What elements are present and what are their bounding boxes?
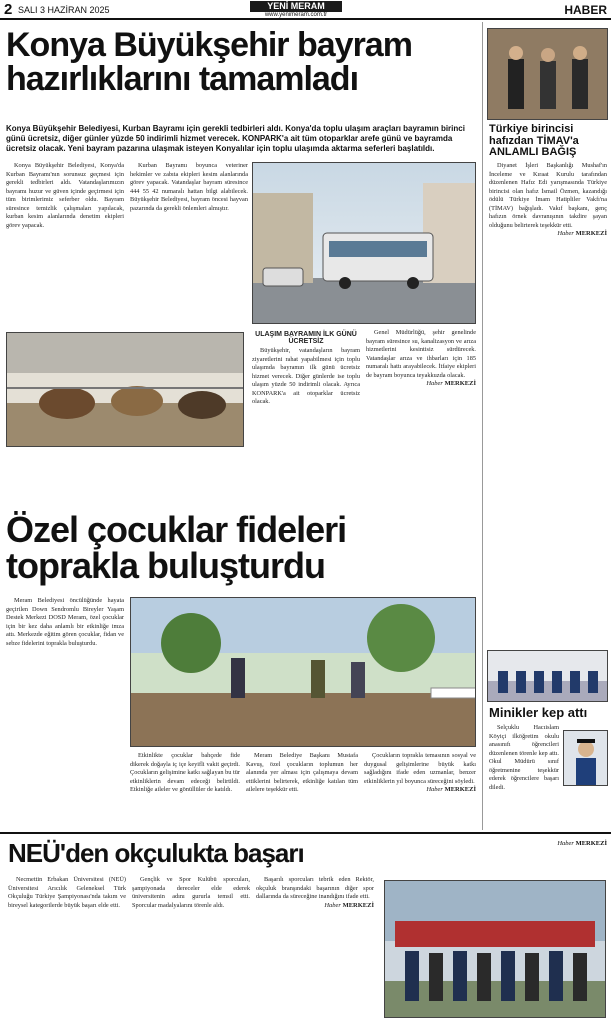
issue-date: SALI 3 HAZİRAN 2025	[18, 5, 110, 15]
sidebar-column	[482, 22, 611, 847]
brand-logo: YENİ MERAM	[250, 1, 342, 12]
sidebar-photo-graduation	[487, 650, 608, 702]
story1-col2: Kurban Bayramı boyunca veteriner hekimler ve zabıta ekipleri kesim alanlarında görev yapacak. Vatandaşlar bayram süresince 444 55 42 numaralı hattan bilgi alabilecek. Büyükşehir Belediyesi, bayram öncesi hayvan pazarında da gerekli önlemleri almıştır.	[130, 162, 248, 212]
story3-byline: Haber MERKEZİ	[324, 901, 374, 909]
masthead-bar	[0, 0, 611, 20]
main-column	[0, 22, 480, 822]
child-illustration	[564, 731, 608, 786]
story3-col1: Necmettin Erbakan Üniversitesi (NEÜ) Üniversitesi Arıcılık Geleneksel Türk Okçuluğu Türkiye Şampiyonası'nda takım ve bireysel kategorilerde büyük başarı elde etti.	[8, 876, 126, 909]
sidebar-story1-body: Diyanet İşleri Başkanlığı Mushaf'ın İnceleme ve Kıraat Kurulu tarafından düzenlenen Hafız Edi yarışmasında Türkiye birincisi olan hafız İsmail Özmen, kazandığı ödülü Türkiye İmam Hatipliler Vakfı'na (TİMAV) bağışladı. Vakıf başkanı, genç hafızın örnek davranışının takdire şayan olduğunu belirterek teşekkür etti. Haber MERKEZİ	[489, 162, 607, 237]
story3-photo-archers	[384, 880, 606, 1018]
sidebar-story1-headline: Türkiye birincisi hafızdan TİMAV'a ANLAMLI BAĞIŞ	[489, 123, 579, 159]
story1-byline: Haber MERKEZİ	[426, 380, 476, 387]
garden-illustration	[131, 598, 476, 747]
story1-headline: Konya Büyükşehir bayram hazırlıklarını tamamladı	[6, 26, 412, 98]
story1-col4: Genel Müdürlüğü, şehir genelinde bayram süresince su, kanalizasyon ve arıza hizmetlerini kesintisiz sürdürecek. Vatandaşlar arıza ve ihbarları için 185 numaralı hattı arayabilecek. İtfaiye ekipleri de bayram boyunca teyakkuzda olacak. Haber MERKEZİ	[366, 329, 476, 387]
story2-byline: Haber MERKEZİ	[426, 786, 476, 793]
sidebar-story2-body: Selçuklu Hacıislam Köyiçi ilköğretim okulu anasınıfı öğrencileri düzenlenen törenle kep attı. Okul Müdürü sınıf öğretmenine teşekkür ederek öğrencilere başarı diledi.	[489, 724, 559, 791]
story1-photo-bus	[252, 162, 476, 324]
sidebar-story2-headline: Minikler kep attı	[489, 705, 588, 720]
story1-lead: Konya Büyükşehir Belediyesi, Kurban Bayramı için gerekli tedbirleri aldı. Konya'da toplu ulaşım araçları bayramın birinci günü ücretsiz, diğer günler yüzde 50 indirimli hizmet verecek. KONPARK'a ait tüm otoparklar arefe günü ve bayramda ücretsiz olacak. Yeni bayram pazarına ulaşmak isteyen Konyalılar için toplu ulaşımda aktarma seferleri başlatıldı.	[6, 124, 465, 153]
sidebar-photo-child	[563, 730, 608, 786]
bus-illustration	[253, 163, 476, 324]
story3-col2: Gençlik ve Spor Kulübü sporcuları, şampiyonada dereceler elde ederek üniversitenin adını gururla temsil etti. Sporcular madalyalarını törenle aldı.	[132, 876, 250, 909]
sidebar-story1-byline: Haber MERKEZİ	[557, 230, 607, 237]
sidebar-photo-donation	[487, 28, 608, 120]
story3-col3: Başarılı sporcuları tebrik eden Rektör, okçuluk branşındaki başarının diğer spor dallarında da süreceğine inandığını ifade etti. Haber MERKEZİ	[256, 876, 374, 909]
story3-headline: NEÜ'den okçulukta başarı	[8, 838, 304, 868]
donation-illustration	[488, 29, 608, 120]
section-label: HABER	[564, 3, 607, 17]
story1-col1: Konya Büyükşehir Belediyesi, Konya'da Kurban Bayramı'nın sorunsuz geçmesi için gerekli tedbirleri aldı. Vatandaşlarımızın bayramı huzur ve güven içinde geçirmesi için tüm birimlerimiz seferber oldu. Bayram süresince temizlik çalışmaları yapılacak, kurban kesim alanlarında denetim ekipleri görev yapacak.	[6, 162, 124, 229]
archers-illustration	[385, 881, 606, 1018]
story1-col3: ULAŞIM BAYRAMIN İLK GÜNÜ ÜCRETSİZ Büyükşehir, vatandaşların bayram ziyaretlerini rahat yapabilmesi için toplu ulaşımda bayramın ilk günü ücretsiz hizmet verecek. Diğer günlerde ise toplu ulaşım yüzde 50 indirimli olacak. Ayrıca KONPARK'a ait otoparklar ücretsiz olacak.	[252, 331, 360, 405]
graduation-illustration	[488, 651, 608, 702]
story2-col3: Meram Belediye Başkanı Mustafa Kavuş, özel çocukların toplumun her alanında yer alması için çalışmaya devam ettiklerini belirterek, etkinliğe katılan tüm ailelere teşekkür etti.	[246, 752, 358, 793]
story1-subhead: ULAŞIM BAYRAMIN İLK GÜNÜ ÜCRETSİZ	[255, 331, 357, 345]
page-number: 2	[4, 1, 13, 18]
story1-photo-livestock	[6, 332, 244, 447]
story2-photo-garden	[130, 597, 476, 747]
story2-headline: Özel çocuklar fideleri toprakla buluşturdu	[6, 509, 347, 586]
section-divider	[0, 832, 611, 834]
story2-col4: Çocukların toprakla temasının sosyal ve duygusal gelişimlerine büyük katkı sağladığını ifade eden uzmanlar, benzer etkinliklerin yıl boyunca süreceğini söyledi. Haber MERKEZİ	[364, 752, 476, 793]
livestock-illustration	[7, 333, 244, 447]
sidebar-story2-byline: Haber MERKEZİ	[557, 840, 607, 847]
story2-col2: Etkinlikte çocuklar bahçede fide dikerek doğayla iç içe keyifli vakit geçirdi. Çocukların gelişimine katkı sağlayan bu tür etkinliklerin devam edeceği belirtildi. Etkinliğe aileler ve gönüllüler de katıldı.	[130, 752, 240, 793]
story2-col1: Meram Belediyesi öncülüğünde hayata geçirilen Down Sendromlu Bireyler Yaşam Destek Merkezi DOSD Meram, özel çocuklar için bir kez daha anlamlı bir etkinliğe imza attı. Merkezde eğitim gören çocuklar, fidan ve sebze fidelerini toprakla buluşturdu.	[6, 597, 124, 647]
website-link[interactable]: www.yenimeram.com.tr	[264, 12, 328, 18]
